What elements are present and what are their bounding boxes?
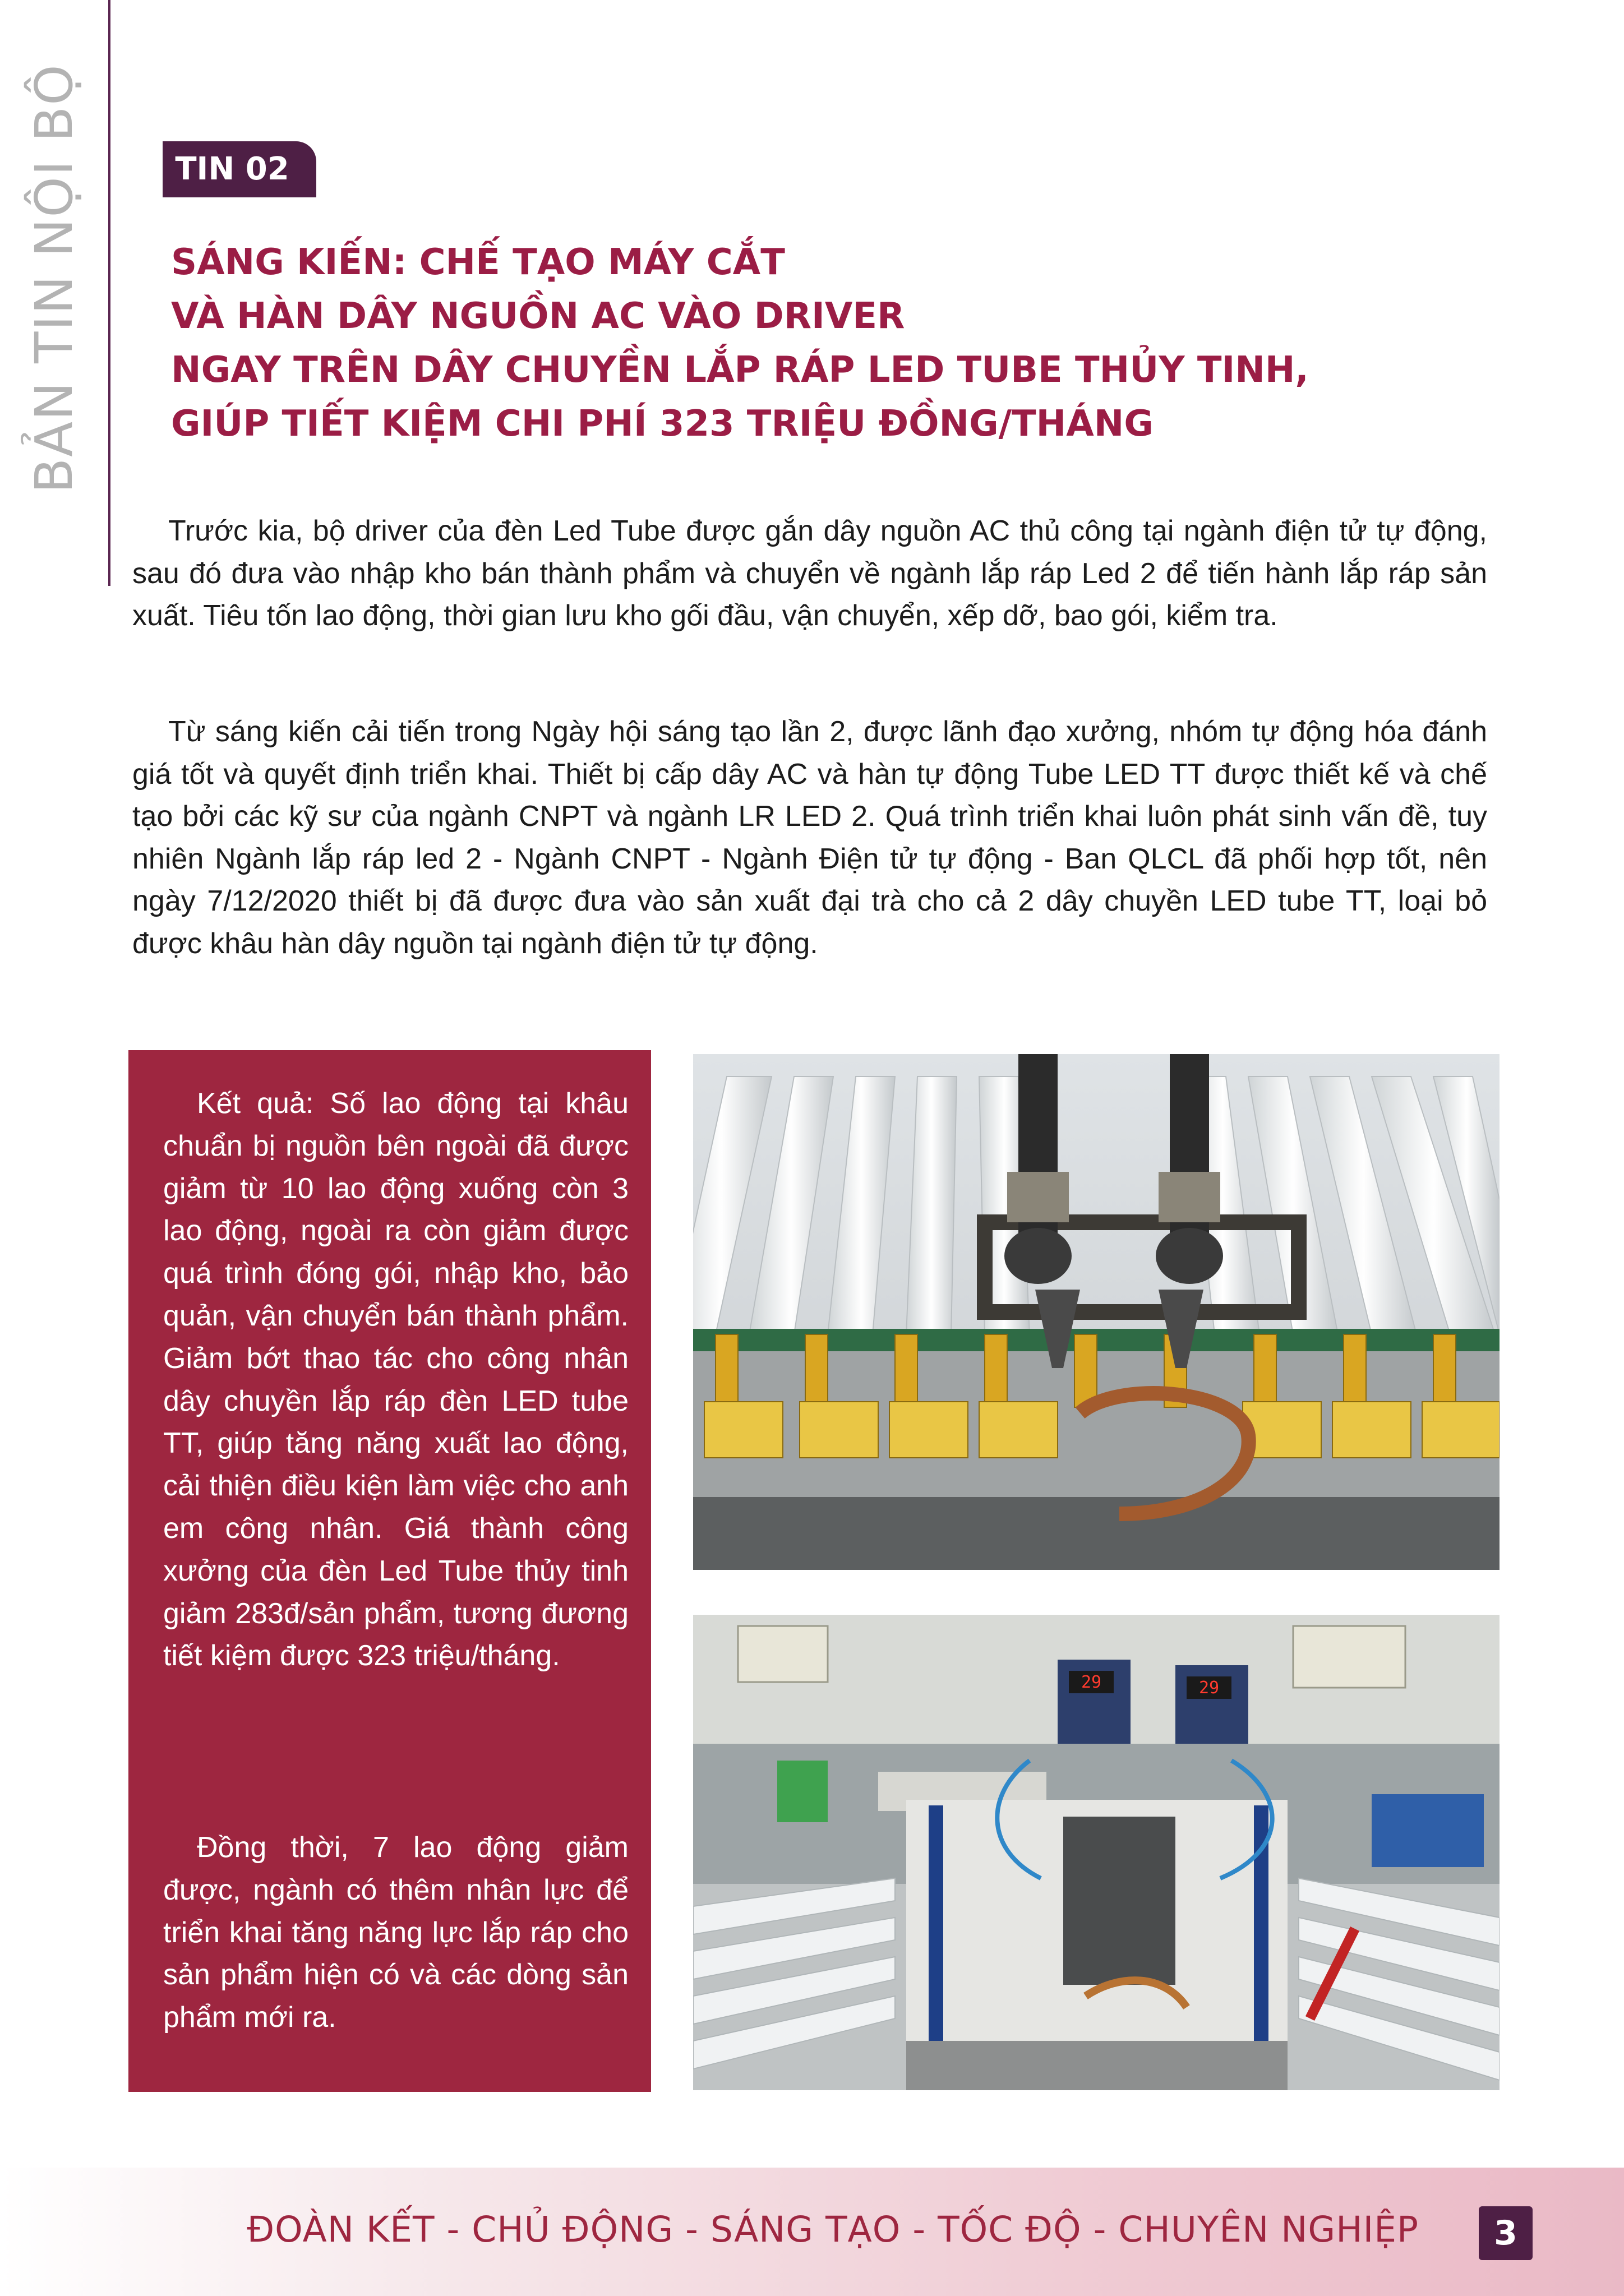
photo-production-line <box>693 1615 1500 2090</box>
footer-motto: ĐOÀN KẾT - CHỦ ĐỘNG - SÁNG TẠO - TỐC ĐỘ - CHUYÊN NGHIỆP <box>247 2209 1419 2250</box>
photo-soldering-closeup <box>693 1054 1500 1570</box>
article-title <box>171 235 1489 451</box>
title-line: GIÚP TIẾT KIỆM CHI PHÍ 323 TRIỆU ĐỒNG/THÁNG <box>171 403 1154 445</box>
title-line: NGAY TRÊN DÂY CHUYỀN LẮP RÁP LED TUBE THỦY TINH, <box>171 349 1309 391</box>
result-box <box>128 1050 651 2092</box>
sidebar-label: BẢN TIN NỘI BỘ <box>24 63 84 493</box>
news-tag <box>163 141 316 197</box>
photo-production-line-illustration <box>693 1615 1500 2090</box>
temperature-readout-right: 29 <box>1198 1678 1220 1698</box>
sidebar-rule <box>108 0 110 586</box>
page-number: 3 <box>1479 2206 1533 2260</box>
photo-soldering-closeup-illustration <box>693 1054 1500 1570</box>
result-paragraph: Đồng thời, 7 lao động giảm được, ngành có thêm nhân lực để triển khai tăng năng lực lắp ráp cho sản phẩm hiện có và các dòng sản phẩm mới ra. <box>163 1831 629 2034</box>
body-paragraph: Từ sáng kiến cải tiến trong Ngày hội sáng tạo lần 2, được lãnh đạo xưởng, nhóm tự động hóa đánh giá tốt và quyết định triển khai. Thiết bị cấp dây AC và hàn tự động Tube LED TT được thiết kế và chế tạo bởi các kỹ sư của ngành CNPT và ngành LR LED 2. Quá trình triển khai luôn phát sinh vấn đề, tuy nhiên Ngành lắp ráp led 2 - Ngành CNPT - Ngành Điện tử tự động - Ban QLCL đã phối hợp tốt, nên ngày 7/12/2020 thiết bị đã được đưa vào sản xuất đại trà cho cả 2 dây chuyền LED tube TT, loại bỏ được khâu hàn dây nguồn tại ngành điện tử tự động. <box>132 715 1487 960</box>
title-line: VÀ HÀN DÂY NGUỒN AC VÀO DRIVER <box>171 295 905 337</box>
body-paragraph: Trước kia, bộ driver của đèn Led Tube được gắn dây nguồn AC thủ công tại ngành điện tử tự động, sau đó đưa vào nhập kho bán thành phẩm và chuyển về ngành lắp ráp Led 2 để tiến hành lắp ráp sản xuất. Tiêu tốn lao động, thời gian lưu kho gối đầu, vận chuyển, xếp dỡ, bao gói, kiểm tra. <box>132 515 1487 632</box>
temperature-readout-left: 29 <box>1081 1673 1102 1692</box>
news-tag-label: TIN 02 <box>175 151 289 187</box>
title-line: SÁNG KIẾN: CHẾ TẠO MÁY CẮT <box>171 242 785 283</box>
result-paragraph: Kết quả: Số lao động tại khâu chuẩn bị nguồn bên ngoài đã được giảm từ 10 lao động xuống còn 3 lao động, ngoài ra còn giảm được quá trình đóng gói, nhập kho, bảo quản, vận chuyển bán thành phẩm. Giảm bớt thao tác cho công nhân dây chuyền lắp ráp đèn LED tube TT, giúp tăng năng xuất lao động, cải thiện điều kiện làm việc cho anh em công nhân. Giá thành công xưởng của đèn Led Tube thủy tinh giảm 283đ/sản phẩm, tương đương tiết kiệm được 323 triệu/tháng. <box>163 1087 629 1673</box>
